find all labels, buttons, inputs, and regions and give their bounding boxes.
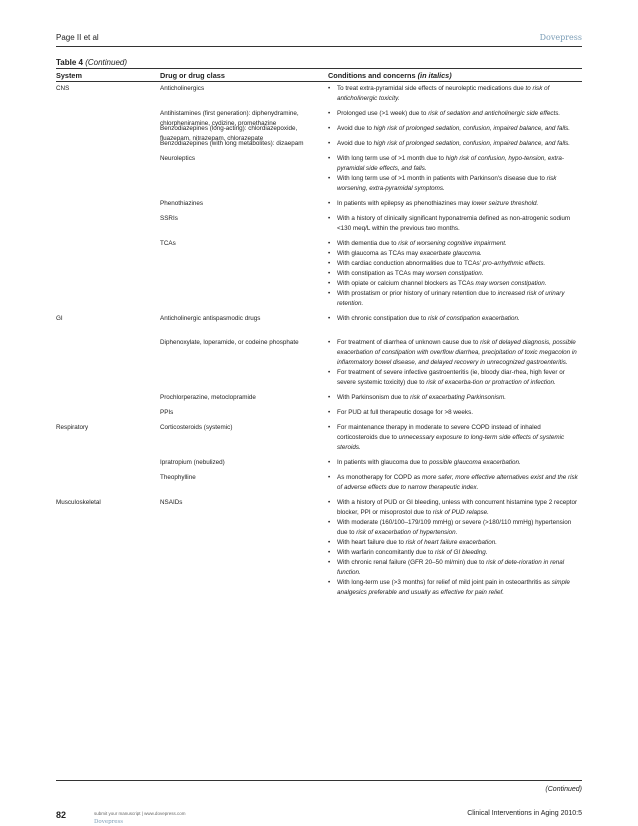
condition-item: • With moderate (160/100–179/109 mmHg) or severe (>180/110 mmHg) hypertension due to risk of exacerbation of hypertension. (328, 518, 582, 538)
table-top-rule (56, 68, 582, 69)
system-cell: CNS (56, 85, 70, 92)
condition-item: • In patients with glaucoma due to possible glaucoma exacerbation. (328, 458, 582, 468)
condition-item: • With opiate or calcium channel blockers as TCAs may worsen constipation. (328, 279, 582, 289)
drug-table-body (56, 82, 582, 598)
table-row (56, 338, 582, 388)
table-bottom-rule (56, 780, 582, 781)
continued-label: (Continued) (545, 786, 582, 793)
publisher-logo: Dovepress (539, 33, 582, 42)
condition-item: • Avoid due to high risk of prolonged sedation, confusion, impaired balance, and falls. (328, 139, 582, 149)
condition-item: • With prostatism or prior history of urinary retention due to increased risk of urinary retention. (328, 289, 582, 309)
condition-item: • As monotherapy for COPD as more safer, more effective alternatives exist and the risk of adverse effects due to narrow therapeutic index. (328, 473, 582, 493)
footer-publisher-logo: Dovepress (94, 819, 124, 825)
drug-cell: Benzodiazepines (long-acting): chlordiazepoxide, fluazepam, nitrazepam, chlorazepate (160, 125, 298, 142)
condition-item: • For treatment of severe infective gastroenteritis (ie, bloody diar-rhea, high fever or severe systemic toxicity) due to risk of exacerba-tion or protraction of infection. (328, 368, 582, 388)
condition-item: • In patients with epilepsy as phenothiazines may lower seizure threshold. (328, 199, 582, 209)
table-row (56, 314, 582, 324)
drug-cell: Ipratropium (nebulized) (160, 459, 225, 466)
conditions-cell (328, 473, 582, 493)
page-footer (56, 810, 582, 826)
drug-cell: Phenothiazines (160, 200, 204, 207)
col-conditions-header: Conditions and concerns (in italics) (328, 71, 452, 80)
condition-item: • For maintenance therapy in moderate to severe COPD instead of inhaled corticosteroids due to unnecessary exposure to long-term side effects of systemic steroids. (328, 423, 582, 453)
conditions-cell (328, 239, 582, 309)
drug-cell: Anticholinergics (160, 85, 205, 92)
drug-cell: Theophylline (160, 474, 196, 481)
drug-cell: TCAs (160, 240, 176, 247)
header-rule (56, 46, 582, 47)
table-row (56, 84, 582, 104)
table-row (56, 423, 582, 453)
system-cell: GI (56, 315, 63, 322)
conditions-cell (328, 498, 582, 598)
condition-item: • With long term use of >1 month in patients with Parkinson's disease due to risk worsening, extra-pyramidal symptoms. (328, 174, 582, 194)
condition-item: • With long term use of >1 month due to high risk of confusion, hypo-tension, extra-pyramidal side effects, and falls. (328, 154, 582, 174)
conditions-cell (328, 393, 582, 403)
table-row (56, 199, 582, 209)
condition-item: • With cardiac conduction abnormalities due to TCAs' pro-arrhythmic effects. (328, 259, 582, 269)
table-row (56, 124, 582, 142)
table-row (56, 473, 582, 493)
table-row (56, 239, 582, 309)
condition-item: • For treatment of diarrhea of unknown cause due to risk of delayed diagnosis, possible exacerbation of constipation with overflow diarrhea, precipitation of toxic megacolon in inflammatory bowel disease, and delayed recovery in unrecognized gastroenteritis. (328, 338, 582, 368)
drug-cell: SSRIs (160, 215, 178, 222)
condition-item: • Prolonged use (>1 week) due to risk of sedation and anticholinergic side effects. (328, 109, 582, 119)
condition-item: • Avoid due to high risk of prolonged sedation, confusion, impaired balance, and falls. (328, 124, 582, 134)
table-title: Table 4 (Continued) (56, 58, 128, 67)
table-row (56, 498, 582, 598)
system-cell: Musculoskeletal (56, 499, 101, 506)
col-drug-header: Drug or drug class (160, 71, 225, 80)
table-row (56, 393, 582, 403)
table-row (56, 154, 582, 194)
drug-cell: Benzodiazepines (with long metabolites): dizaepam (160, 140, 304, 147)
conditions-cell (328, 124, 582, 134)
table-row (56, 458, 582, 468)
conditions-cell (328, 109, 582, 119)
conditions-cell (328, 139, 582, 149)
conditions-cell (328, 214, 582, 234)
drug-cell: Anticholinergic antispasmodic drugs (160, 315, 261, 322)
page-number: 82 (56, 810, 67, 820)
conditions-cell (328, 314, 582, 324)
condition-item: • With glaucoma as TCAs may exacerbate glaucoma. (328, 249, 582, 259)
submit-manuscript-link[interactable]: submit your manuscript | www.dovepress.com (94, 811, 186, 816)
drug-cell: Diphenoxylate, loperamide, or codeine phosphate (160, 339, 299, 346)
conditions-cell (328, 199, 582, 209)
condition-item: • With constipation as TCAs may worsen constipation. (328, 269, 582, 279)
drug-cell: Neuroleptics (160, 155, 195, 162)
table-row (56, 214, 582, 234)
journal-citation: Clinical Interventions in Aging 2010:5 (467, 810, 582, 817)
conditions-cell (328, 338, 582, 388)
condition-item: • For PUD at full therapeutic dosage for >8 weeks. (328, 408, 582, 418)
col-system-header: System (56, 71, 82, 80)
conditions-cell (328, 408, 582, 418)
running-head: Page II et al (56, 33, 99, 42)
system-cell: Respiratory (56, 424, 89, 431)
condition-item: • To treat extra-pyramidal side effects of neuroleptic medications due to risk of anticholinergic toxicity. (328, 84, 582, 104)
table-row (56, 109, 582, 127)
page-header (56, 33, 582, 47)
condition-item: • With a history of PUD or GI bleeding, unless with concurrent histamine type 2 receptor blocker, PPI or misoprostol due to risk of PUD relapse. (328, 498, 582, 518)
drug-cell: NSAIDs (160, 499, 183, 506)
conditions-cell (328, 423, 582, 453)
condition-item: • With chronic renal failure (GFR 20–50 ml/min) due to risk of dete-rioration in renal function. (328, 558, 582, 578)
condition-item: • With warfarin concomitantly due to risk of GI bleeding. (328, 548, 582, 558)
table-row (56, 139, 582, 149)
drug-cell: Corticosteroids (systemic) (160, 424, 233, 431)
condition-item: • With chronic constipation due to risk of constipation exacerbation. (328, 314, 582, 324)
condition-item: • With a history of clinically significant hyponatremia defined as non-atrogenic sodium <130 meq/L within the previous two months. (328, 214, 582, 234)
drug-cell: PPIs (160, 409, 174, 416)
conditions-cell (328, 458, 582, 468)
condition-item: • With long-term use (>3 months) for relief of mild joint pain in osteoarthritis as simple analgesics preferable and usually as effective for pain relief. (328, 578, 582, 598)
table-row (56, 408, 582, 418)
conditions-cell (328, 154, 582, 194)
drug-cell: Antihistamines (first generation): diphenydramine, chlorpheniramine, cydizine, promethazine (160, 110, 299, 127)
condition-item: • With heart failure due to risk of heart failure exacerbation. (328, 538, 582, 548)
conditions-cell (328, 84, 582, 104)
drug-cell: Prochlorperazine, metoclopramide (160, 394, 256, 401)
condition-item: • With Parkinsonism due to risk of exacerbating Parkinsonism. (328, 393, 582, 403)
condition-item: • With dementia due to risk of worsening cognitive impairment. (328, 239, 582, 249)
